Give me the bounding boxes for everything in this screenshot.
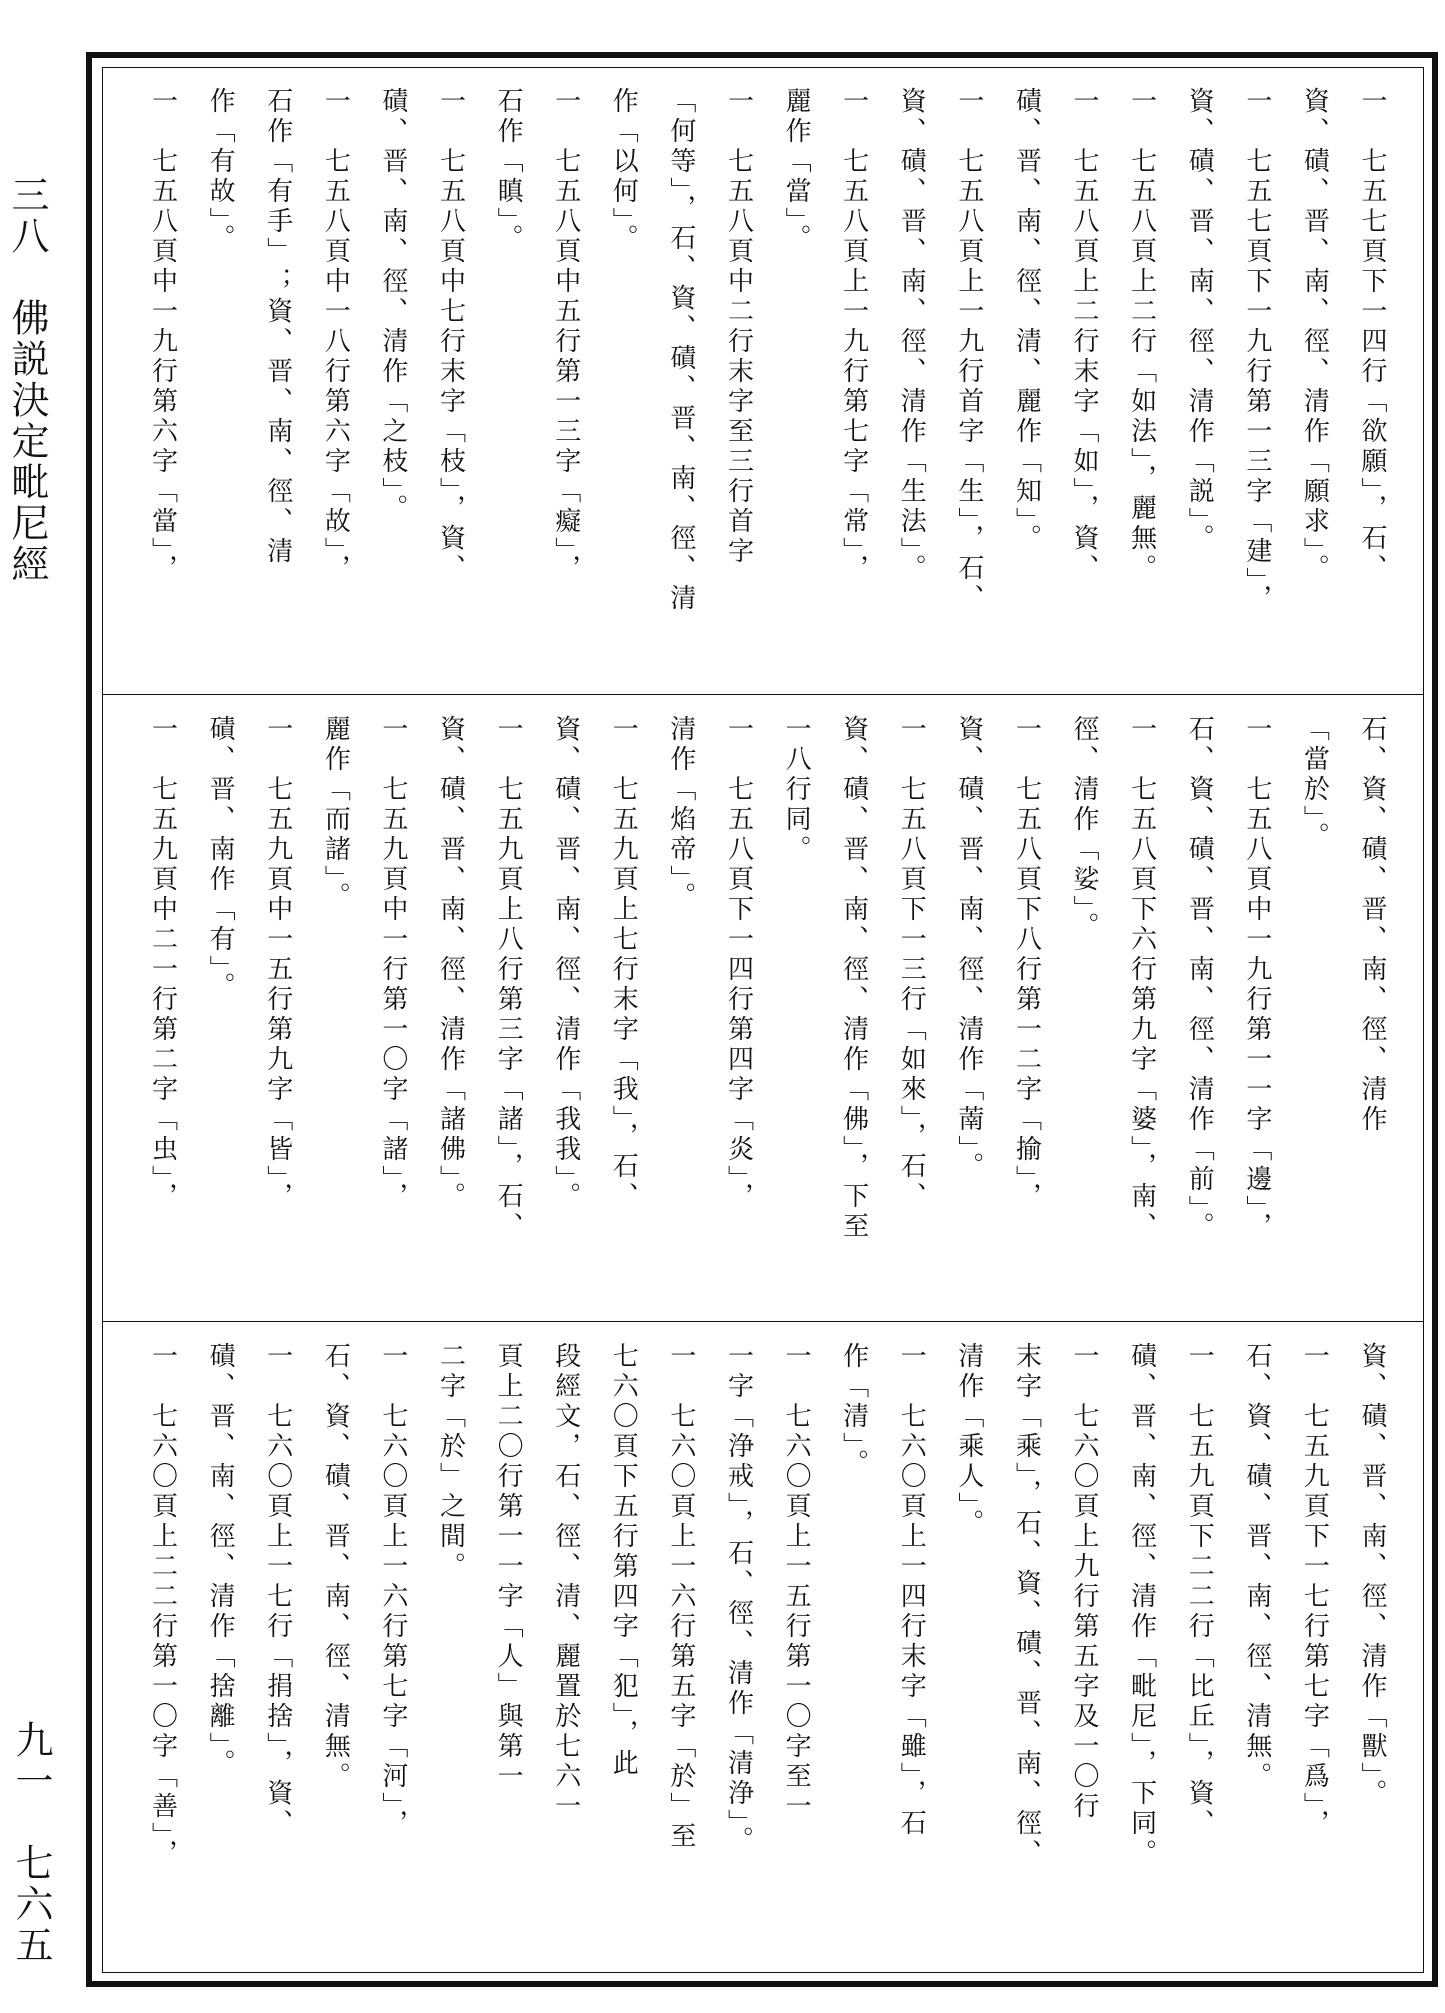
collation-note-column: 一 七五八頁上二行「如法」，麗無。 bbox=[1126, 87, 1157, 584]
collation-note-column: 末字「乘」，石、資、磧、晋、南、徑、 bbox=[1011, 1342, 1042, 1869]
collation-note-column: 一 七六〇頁上九行第五字及一〇行 bbox=[1069, 1342, 1100, 1822]
collation-note-column: 一 七五七頁下一九行第一三字「建」， bbox=[1241, 87, 1272, 614]
collation-note-column: 一 七六〇頁上一四行末字「雖」，石 bbox=[896, 1342, 927, 1839]
text-columns bbox=[133, 1342, 1400, 1932]
collation-note-column: 頁上二〇行第一一字「人」與第一 bbox=[493, 1342, 524, 1792]
collation-note-column: 一 七五八頁中七行末字「枝」，資、 bbox=[435, 87, 466, 584]
collation-note-column: 一 七五九頁上八行第三字「諸」，石、 bbox=[493, 715, 524, 1242]
collation-note-column: 「何等」，石、資、磧、晋、南、徑、清 bbox=[665, 87, 696, 614]
collation-note-column: 作「以何」。 bbox=[608, 87, 639, 254]
collation-note-column: 一 七五八頁中一八行第六字「故」， bbox=[320, 87, 351, 584]
register-top bbox=[102, 67, 1424, 694]
collation-note-column: 一 七六〇頁上一六行第七字「河」， bbox=[377, 1342, 408, 1839]
collation-note-column: 段經文，石、徑、清、麗置於七六一 bbox=[550, 1342, 581, 1822]
collation-note-column: 徑、清作「娑」。 bbox=[1069, 715, 1100, 942]
register-bottom bbox=[102, 1321, 1424, 1949]
collation-note-column: 一 七五八頁中五行第一三字「癡」， bbox=[550, 87, 581, 584]
collation-note-column: 一 七五八頁下八行第一二字「揄」， bbox=[1011, 715, 1042, 1212]
collation-note-column: 磧、晋、南、徑、清作「捨離」。 bbox=[205, 1342, 236, 1779]
text-columns bbox=[133, 87, 1400, 677]
collation-note-column: 資、磧、晋、南、徑、清作「願求」。 bbox=[1299, 87, 1330, 584]
collation-note-column: 二字「於」之間。 bbox=[435, 1342, 466, 1582]
collation-note-column: 資、磧、晋、南、徑、清作「獸」。 bbox=[1357, 1342, 1387, 1809]
collation-note-column: 作「有故」。 bbox=[205, 87, 236, 254]
collation-note-column: 石、資、磧、晋、南、徑、清無。 bbox=[1241, 1342, 1272, 1792]
collation-note-column: 一 七五八頁下六行第九字「婆」，南、 bbox=[1126, 715, 1157, 1242]
volume-title: 三八 佛説決定毗尼經 bbox=[5, 175, 49, 585]
collation-note-column: 一 七五八頁中二行末字至三行首字 bbox=[723, 87, 754, 567]
collation-note-column: 一字「浄戒」，石、徑、清作「清浄」。 bbox=[723, 1342, 754, 1856]
collation-note-column: 一 七五九頁下二二行「比丘」，資、 bbox=[1184, 1342, 1215, 1839]
collation-note-column: 一八行同。 bbox=[781, 715, 812, 865]
collation-note-column: 一 七五九頁下一七行第七字「爲」， bbox=[1299, 1342, 1330, 1839]
collation-note-column: 麗作「而諸」。 bbox=[320, 715, 351, 912]
page-number: 九一 七六五 bbox=[9, 1720, 53, 1966]
collation-note-column: 作「清」。 bbox=[838, 1342, 869, 1479]
collation-note-column: 資、磧、晋、南、徑、清作「生法」。 bbox=[896, 87, 927, 584]
collation-note-column: 石作「瞋」。 bbox=[493, 87, 524, 254]
collation-note-column: 麗作「當」。 bbox=[781, 87, 812, 254]
collation-note-column: 磧、晋、南、徑、清、麗作「知」。 bbox=[1011, 87, 1042, 554]
collation-note-column: 石、資、磧、晋、南、徑、清作「前」。 bbox=[1184, 715, 1215, 1242]
collation-note-column: 資、磧、晋、南、徑、清作「諸佛」。 bbox=[435, 715, 466, 1212]
collation-note-column: 一 七六〇頁上一七行「捐捨」，資、 bbox=[262, 1342, 293, 1839]
collation-note-column: 一 七五八頁中一九行第一一字「邊」， bbox=[1241, 715, 1272, 1242]
collation-note-column: 七六〇頁下五行第四字「犯」，此 bbox=[608, 1342, 639, 1779]
collation-note-column: 一 七五九頁中二一行第二字「虫」， bbox=[147, 715, 178, 1212]
collation-note-column: 資、磧、晋、南、徑、清作「説」。 bbox=[1184, 87, 1215, 554]
collation-note-column: 一 七六〇頁上一六行第五字「於」至 bbox=[665, 1342, 696, 1852]
collation-note-column: 磧、晋、南、徑、清作「毗尼」，下同。 bbox=[1126, 1342, 1157, 1869]
collation-note-column: 一 七五八頁上一九行第七字「常」， bbox=[838, 87, 869, 584]
collation-note-column: 一 七五八頁下一三行「如來」，石、 bbox=[896, 715, 927, 1212]
collation-note-column: 清作「焰帝」。 bbox=[665, 715, 696, 912]
collation-note-column: 資、磧、晋、南、徑、清作「佛」，下至 bbox=[838, 715, 869, 1242]
collation-note-column: 一 七五九頁上七行末字「我」，石、 bbox=[608, 715, 639, 1212]
collation-note-column: 一 七五八頁上一九行首字「生」，石、 bbox=[953, 87, 984, 614]
collation-note-column: 石、資、磧、晋、南、徑、清作 bbox=[1357, 715, 1387, 1135]
text-columns bbox=[133, 715, 1400, 1305]
collation-note-column: 「當於」。 bbox=[1299, 715, 1330, 852]
collation-note-column: 一 七六〇頁上二二行第一〇字「善」， bbox=[147, 1342, 178, 1869]
collation-note-column: 資、磧、晋、南、徑、清作「萳」。 bbox=[953, 715, 984, 1182]
collation-note-column: 一 七六〇頁上一五行第一〇字至一 bbox=[781, 1342, 812, 1822]
collation-note-column: 石作「有手」；資、晋、南、徑、清 bbox=[262, 87, 293, 567]
collation-note-column: 一 七五九頁中一行第一〇字「諸」， bbox=[377, 715, 408, 1212]
collation-note-column: 石、資、磧、晋、南、徑、清無。 bbox=[320, 1342, 351, 1792]
collation-note-column: 一 七五八頁下一四行第四字「炎」， bbox=[723, 715, 754, 1212]
collation-note-column: 磧、晋、南、徑、清作「之枝」。 bbox=[377, 87, 408, 524]
collation-note-column: 清作「乘人」。 bbox=[953, 1342, 984, 1539]
collation-note-column: 資、磧、晋、南、徑、清作「我我」。 bbox=[550, 715, 581, 1212]
collation-note-column: 磧、晋、南作「有」。 bbox=[205, 715, 236, 1002]
collation-note-column: 一 七五八頁中一九行第六字「當」， bbox=[147, 87, 178, 584]
collation-note-column: 一 七五八頁上二行末字「如」，資、 bbox=[1069, 87, 1100, 584]
collation-note-column: 一 七五七頁下一四行「欲願」，石、 bbox=[1357, 87, 1387, 584]
collation-note-column: 一 七五九頁中一五行第九字「皆」， bbox=[262, 715, 293, 1212]
register-middle bbox=[102, 694, 1424, 1322]
